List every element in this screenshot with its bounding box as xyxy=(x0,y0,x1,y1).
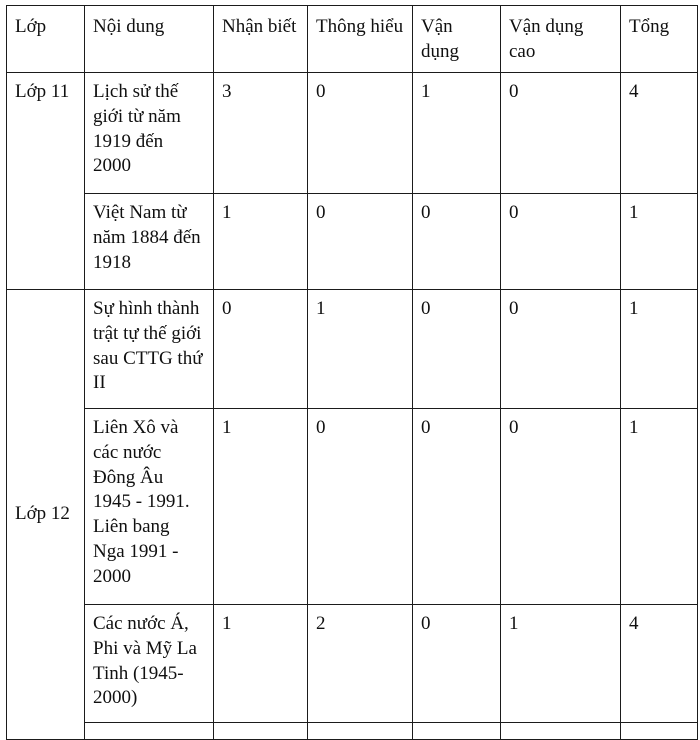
score-van-dung-cao: 0 xyxy=(501,73,621,194)
score-van-dung-cao: 0 xyxy=(501,409,621,605)
grade-cell-group-1: Lớp 12 xyxy=(7,290,85,740)
score-van-dung-cao: 1 xyxy=(501,605,621,723)
table-row xyxy=(7,194,698,290)
score-van-dung-cao: 0 xyxy=(501,290,621,409)
score-tong: 1 xyxy=(621,290,698,409)
score-tong: 4 xyxy=(621,73,698,194)
score-van-dung xyxy=(413,723,501,740)
score-van-dung-cao: 0 xyxy=(501,194,621,290)
score-thong-hieu: 0 xyxy=(308,194,413,290)
content-cell: Lịch sử thế giới từ năm 1919 đến 2000 xyxy=(85,73,214,194)
exam-matrix-table xyxy=(6,5,698,740)
column-header-noi-dung: Nội dung xyxy=(85,6,214,73)
table-row-clipped xyxy=(7,723,698,740)
score-thong-hieu: 1 xyxy=(308,290,413,409)
score-van-dung: 1 xyxy=(413,73,501,194)
table-row xyxy=(7,605,698,723)
table-row xyxy=(7,409,698,605)
score-van-dung: 0 xyxy=(413,194,501,290)
grade-cell-group-0: Lớp 11 xyxy=(7,73,85,290)
score-tong: 1 xyxy=(621,409,698,605)
score-tong xyxy=(621,723,698,740)
content-cell: Sự hình thành trật tự thế giới sau CTTG thứ II xyxy=(85,290,214,409)
score-van-dung: 0 xyxy=(413,409,501,605)
score-thong-hieu: 2 xyxy=(308,605,413,723)
column-header-nhan-biet: Nhận biết xyxy=(214,6,308,73)
score-nhan-biet: 1 xyxy=(214,409,308,605)
score-thong-hieu: 0 xyxy=(308,409,413,605)
score-van-dung: 0 xyxy=(413,605,501,723)
score-nhan-biet: 1 xyxy=(214,605,308,723)
column-header-lop: Lớp xyxy=(7,6,85,73)
column-header-thong-hieu: Thông hiểu xyxy=(308,6,413,73)
score-nhan-biet xyxy=(214,723,308,740)
content-cell: Liên Xô và các nước Đông Âu 1945 - 1991. Liên bang Nga 1991 - 2000 xyxy=(85,409,214,605)
content-cell xyxy=(85,723,214,740)
score-van-dung: 0 xyxy=(413,290,501,409)
column-header-van-dung: Vận dụng xyxy=(413,6,501,73)
content-cell: Việt Nam từ năm 1884 đến 1918 xyxy=(85,194,214,290)
score-van-dung-cao xyxy=(501,723,621,740)
table-row xyxy=(7,290,698,409)
score-nhan-biet: 0 xyxy=(214,290,308,409)
table-row xyxy=(7,73,698,194)
content-cell: Các nước Á, Phi và Mỹ La Tinh (1945-2000) xyxy=(85,605,214,723)
score-thong-hieu: 0 xyxy=(308,73,413,194)
score-thong-hieu xyxy=(308,723,413,740)
score-tong: 1 xyxy=(621,194,698,290)
score-tong: 4 xyxy=(621,605,698,723)
column-header-van-dung-cao: Vận dụng cao xyxy=(501,6,621,73)
score-nhan-biet: 3 xyxy=(214,73,308,194)
score-nhan-biet: 1 xyxy=(214,194,308,290)
column-header-tong: Tổng xyxy=(621,6,698,73)
table-header-row xyxy=(7,6,698,73)
